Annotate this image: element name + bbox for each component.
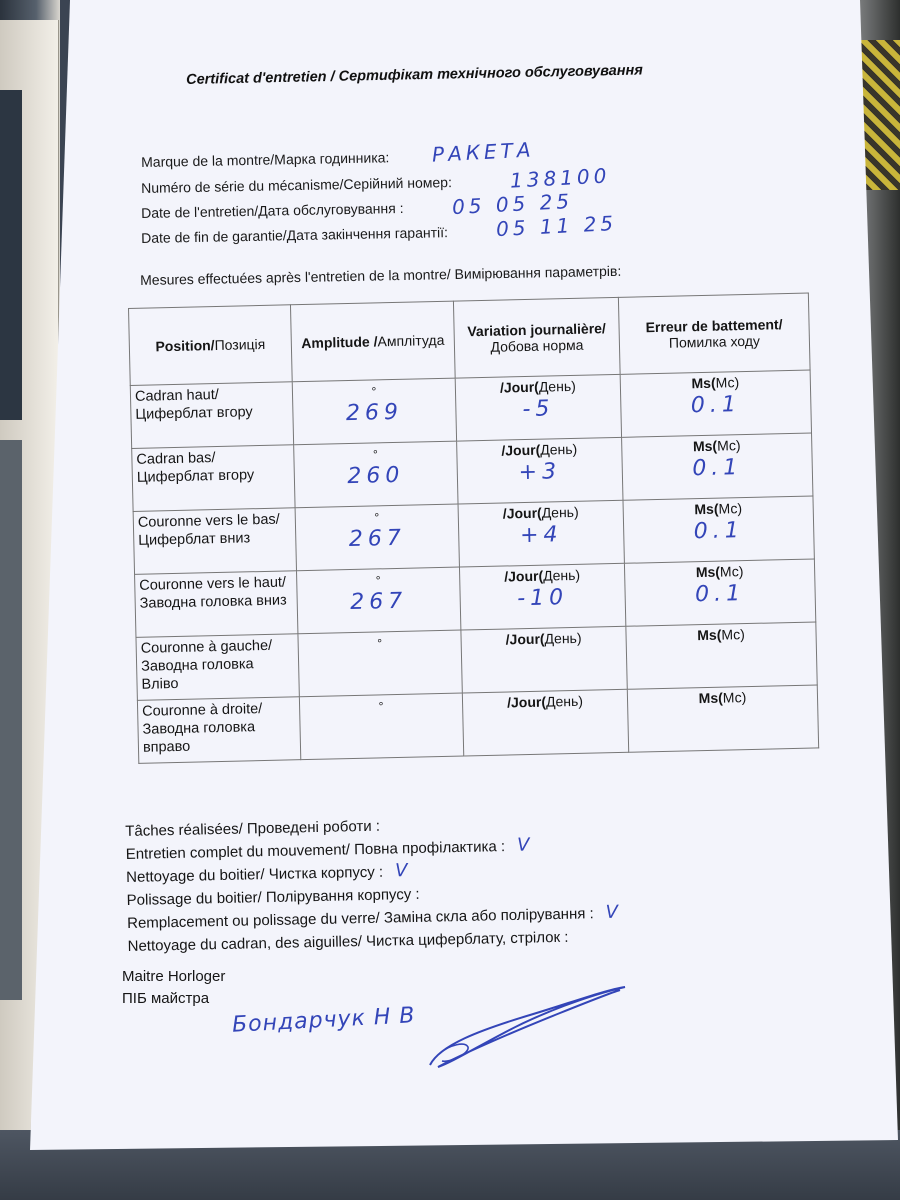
error-cell: Ms(Мс) 0.1 bbox=[623, 496, 814, 563]
row-position: Couronne vers le haut/Заводна головка вниз bbox=[135, 571, 298, 638]
measures-heading: Mesures effectuées après l'entretien de la montre/ Вимірювання параметрів: bbox=[140, 262, 622, 288]
error-cell: Ms(Мс) 0.1 bbox=[622, 433, 813, 500]
check-mark: V bbox=[516, 834, 530, 856]
task-item: Remplacement ou polissage du verre/ Заміна скла або полірування : V bbox=[126, 901, 619, 932]
task-item: Polissage du boitier/ Полірування корпусу : bbox=[126, 885, 420, 909]
header-error: Erreur de battement/Помилка ходу bbox=[618, 293, 810, 374]
certificate-title: Certificat d'entretien / Сертифікат технічного обслуговування bbox=[186, 62, 644, 88]
error-cell: Ms(Мс) 0.1 bbox=[624, 559, 815, 626]
header-amplitude: Amplitude /Амплітуда bbox=[290, 301, 455, 382]
header-variation: Variation journalière/Добова норма bbox=[453, 297, 620, 378]
measurements-table-wrapper bbox=[128, 292, 839, 798]
header-position: Position/Позиція bbox=[129, 305, 293, 386]
task-item: Nettoyage du boitier/ Чистка корпусу : V bbox=[126, 860, 408, 886]
field-watch-brand bbox=[141, 149, 389, 170]
master-label-uk: ПІБ майстра bbox=[122, 990, 210, 1007]
check-mark: V bbox=[605, 901, 619, 923]
task-item: Nettoyage du cadran, des aiguilles/ Чистка циферблату, стрілок : bbox=[127, 928, 569, 955]
field-value-service-date: 05 05 25 bbox=[451, 188, 574, 220]
amplitude-cell: ° 260 bbox=[294, 441, 458, 508]
master-block bbox=[122, 966, 225, 1010]
variation-cell: /Jour(День) bbox=[461, 626, 627, 693]
row-position: Couronne vers le bas/Циферблат вниз bbox=[133, 508, 296, 575]
variation-cell: /Jour(День) +4 bbox=[458, 500, 624, 567]
amplitude-cell: ° bbox=[298, 630, 462, 697]
field-service-date bbox=[141, 200, 404, 221]
field-value-serial-number: 138100 bbox=[509, 163, 611, 193]
row-position: Cadran bas/Циферблат вгору bbox=[132, 445, 295, 512]
amplitude-cell: ° bbox=[299, 693, 463, 760]
signature-name: Бондарчук Н В bbox=[231, 1003, 417, 1038]
error-cell: Ms(Мс) 0.1 bbox=[620, 370, 811, 437]
field-label: Date de fin de garantie/Дата закінчення гарантії: bbox=[141, 224, 449, 246]
task-item: Tâches réalisées/ Проведені роботи : bbox=[125, 817, 381, 840]
variation-cell: /Jour(День) -10 bbox=[459, 563, 625, 630]
task-item: Entretien complet du mouvement/ Повна профілактика : V bbox=[125, 834, 530, 863]
error-cell: Ms(Мс) bbox=[627, 685, 818, 752]
field-label: Marque de la montre/Марка годинника: bbox=[141, 149, 390, 170]
error-cell: Ms(Мс) bbox=[626, 622, 817, 689]
field-serial-number bbox=[141, 174, 452, 196]
field-label: Numéro de série du mécanisme/Серійний номер: bbox=[141, 174, 453, 196]
variation-cell: /Jour(День) bbox=[462, 689, 628, 756]
row-position: Couronne à droite/Заводна головка вправо bbox=[137, 697, 300, 764]
tasks-list bbox=[125, 810, 619, 958]
field-label: Date de l'entretien/Дата обслуговування : bbox=[141, 199, 404, 221]
amplitude-cell: ° 269 bbox=[292, 378, 456, 445]
master-label-fr: Maitre Horloger bbox=[122, 968, 226, 985]
amplitude-cell: ° 267 bbox=[295, 504, 459, 571]
field-value-watch-brand: РАКЕТА bbox=[431, 137, 536, 167]
check-mark: V bbox=[394, 860, 408, 882]
field-value-warranty-end: 05 11 25 bbox=[495, 210, 618, 242]
row-position: Cadran haut/Циферблат вгору bbox=[130, 382, 293, 449]
row-position: Couronne à gauche/ Заводна головка Вліво bbox=[136, 634, 299, 701]
measurements-table bbox=[128, 293, 819, 764]
field-warranty-end bbox=[141, 224, 448, 246]
amplitude-cell: ° 267 bbox=[297, 567, 461, 634]
variation-cell: /Jour(День) -5 bbox=[455, 374, 621, 441]
variation-cell: /Jour(День) +3 bbox=[457, 437, 623, 504]
signature-scribble bbox=[420, 975, 640, 1075]
